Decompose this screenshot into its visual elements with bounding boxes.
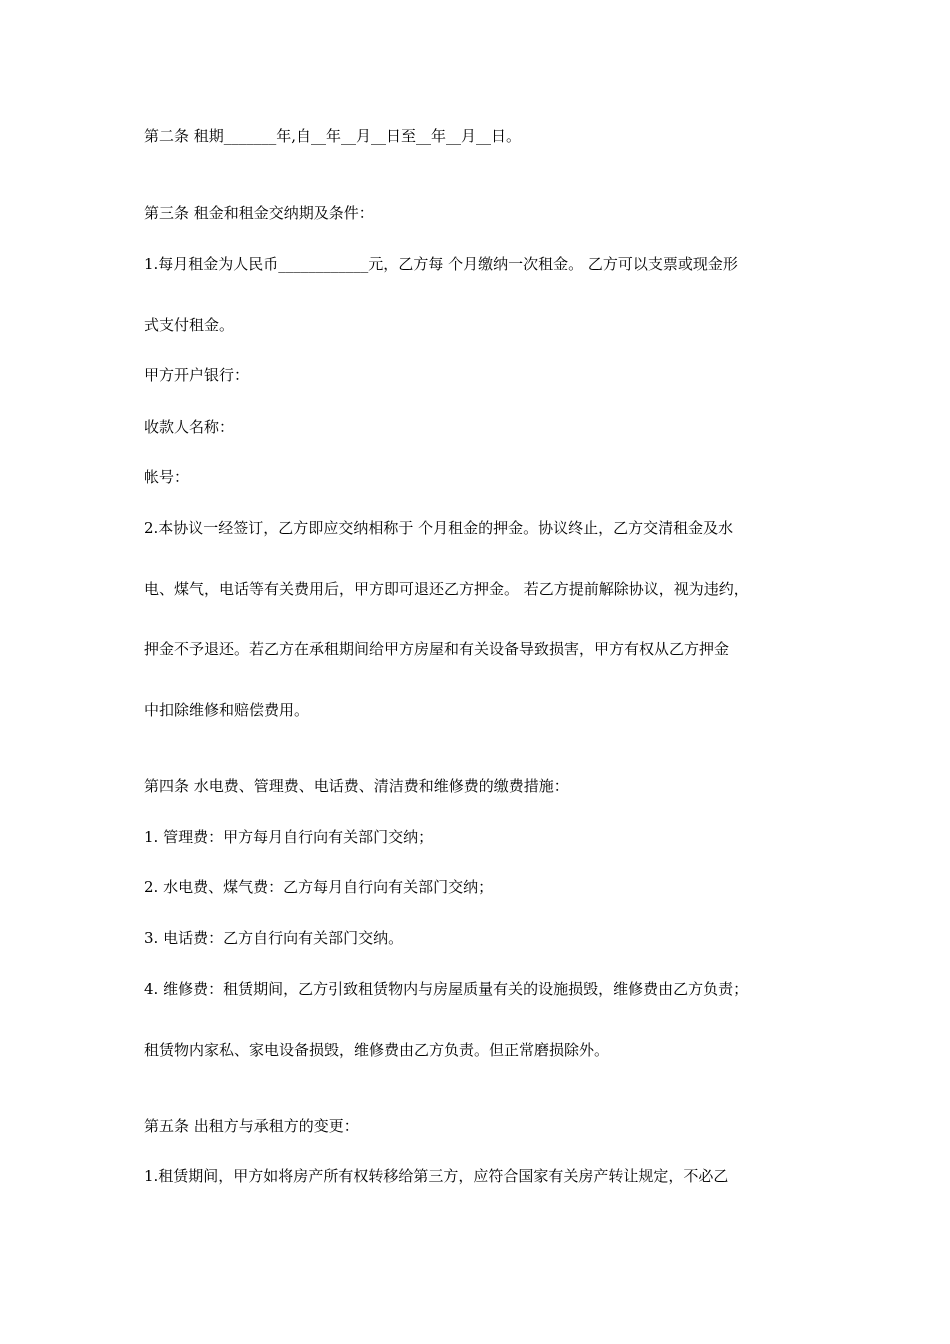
article-4-heading: 第四条 水电费、管理费、电话费、清洁费和维修费的缴费措施： bbox=[144, 777, 569, 795]
deposit-clause-line-3: 押金不予退还。若乙方在承租期间给甲方房屋和有关设备导致损害，甲方有权从乙方押金 bbox=[144, 640, 730, 658]
article-2-term: 第二条 租期_______年,自__年__月__日至__年__月__日。 bbox=[144, 127, 522, 145]
deposit-clause-line-1: 2.本协议一经签订，乙方即应交纳相称于 个月租金的押金。协议终止，乙方交清租金及水 bbox=[144, 519, 734, 537]
account-number-field: 帐号： bbox=[144, 468, 190, 486]
fee-item-3: 3. 电话费：乙方自行向有关部门交纳。 bbox=[144, 929, 404, 947]
rent-clause-line-1: 1.每月租金为人民币____________元，乙方每 个月缴纳一次租金。 乙方可以支票或现金形 bbox=[144, 255, 738, 273]
bank-field: 甲方开户银行： bbox=[144, 366, 250, 384]
fee-item-2: 2. 水电费、煤气费：乙方每月自行向有关部门交纳； bbox=[144, 878, 494, 896]
change-clause-line-1: 1.租赁期间，甲方如将房产所有权转移给第三方，应符合国家有关房产转让规定，不必乙 bbox=[144, 1167, 729, 1185]
fee-item-1: 1. 管理费：甲方每月自行向有关部门交纳； bbox=[144, 828, 434, 846]
fee-item-4-line-2: 租赁物内家私、家电设备损毁，维修费由乙方负责。但正常磨损除外。 bbox=[144, 1041, 610, 1059]
article-3-heading: 第三条 租金和租金交纳期及条件： bbox=[144, 204, 374, 222]
deposit-clause-line-4: 中扣除维修和赔偿费用。 bbox=[144, 701, 310, 719]
deposit-clause-line-2: 电、煤气，电话等有关费用后，甲方即可退还乙方押金。 若乙方提前解除协议，视为违约， bbox=[144, 580, 749, 598]
payee-name-field: 收款人名称： bbox=[144, 418, 235, 436]
article-5-heading: 第五条 出租方与承租方的变更： bbox=[144, 1117, 359, 1135]
rent-clause-line-2: 式支付租金。 bbox=[144, 316, 235, 334]
fee-item-4-line-1: 4. 维修费：租赁期间，乙方引致租赁物内与房屋质量有关的设施损毁，维修费由乙方负责； bbox=[144, 980, 749, 998]
